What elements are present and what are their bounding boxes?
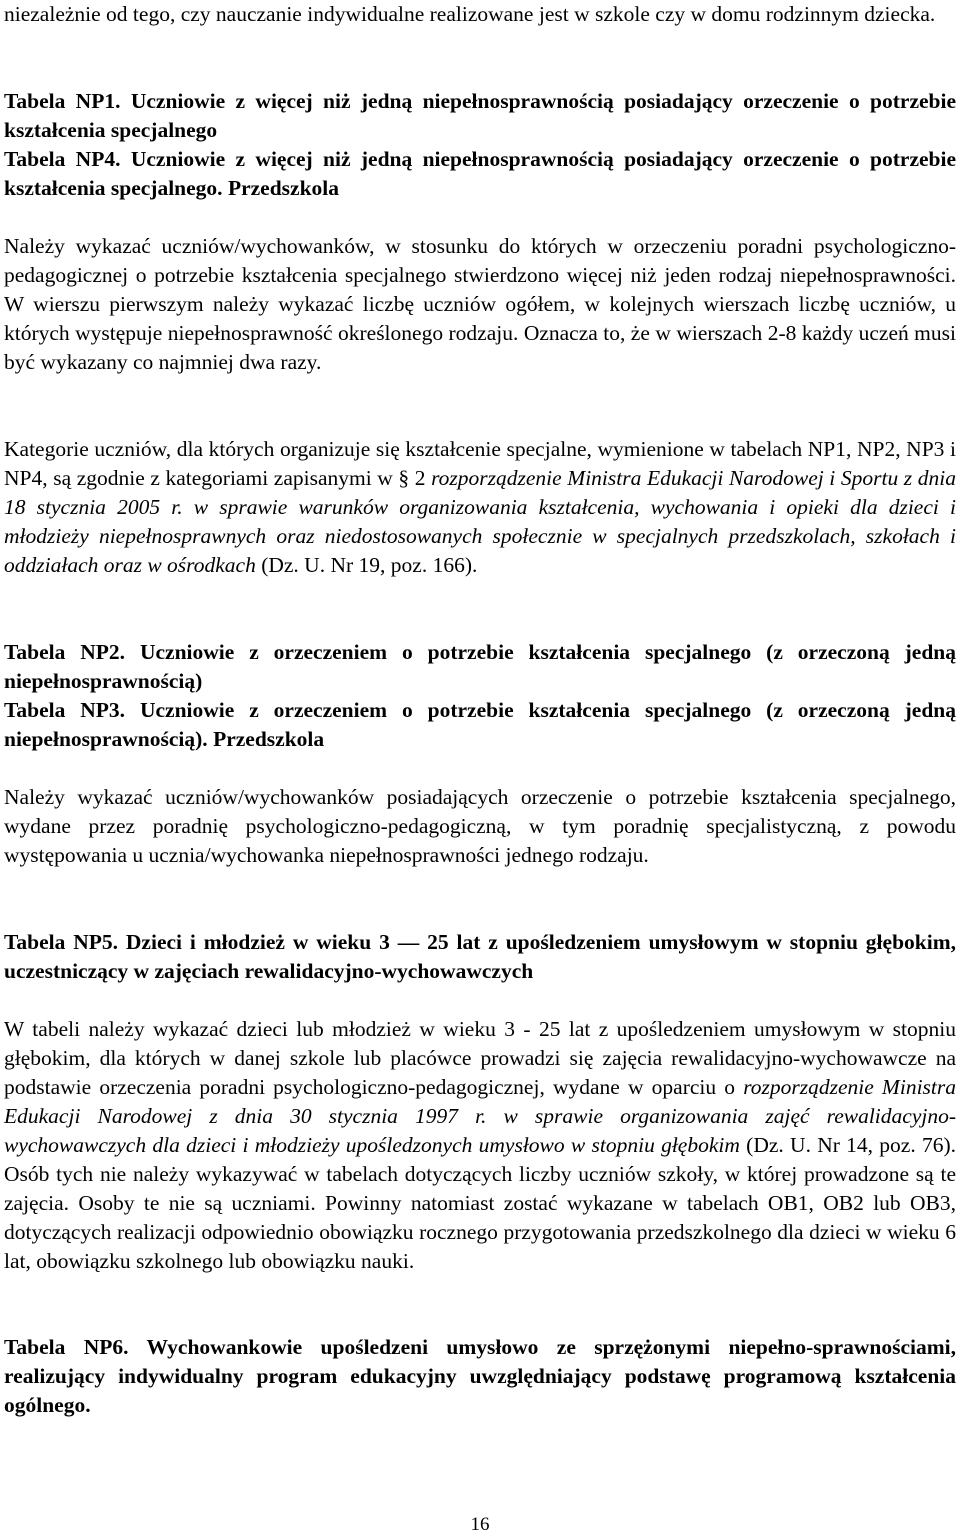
paragraph-np2-np3: Należy wykazać uczniów/wychowanków posiadających orzeczenie o potrzebie kształcenia specjalnego, wydane przez poradnię psychologiczno-pedagogiczną, w tym poradnię specjalistyczną, z powodu występowania u ucznia/wychowanka niepełnosprawności jednego rodzaju. (4, 785, 956, 867)
table-label: Tabela NP6. (4, 1335, 129, 1359)
table-label: Tabela NP1. (4, 89, 121, 113)
table-title: Uczniowie z orzeczeniem o potrzebie kształcenia specjalnego (z orzeczoną jedną niepełnosprawnością) (4, 640, 956, 693)
table-title: Uczniowie z więcej niż jedną niepełnosprawnością posiadający orzeczenie o potrzebie kształcenia specjalnego (4, 89, 957, 142)
heading-np2 (4, 638, 956, 696)
paragraph-np5: W tabeli należy wykazać dzieci lub młodzież w wieku 3 - 25 lat z upośledzeniem umysłowym w stopniu głębokim, dla których w danej szkole lub placówce prowadzi się zajęcia rewalidacyjno-wychowawcze na podstawie orzeczenia poradni psychologiczno-pedagogicznej, wydane w oparciu o rozporządzenie Ministra Edukacji Narodowej z dnia 30 stycznia 1997 r. w sprawie organizowania zajęć rewalidacyjno-wychowawczych dla dzieci i młodzieży upośledzonych umysłowo w stopniu głębokim (Dz. U. Nr 14, poz. 76). Osób tych nie należy wykazywać w tabelach dotyczących liczby uczniów szkoły, w której prowadzone są te zajęcia. Osoby te nie są uczniami. Powinny natomiast zostać wykazane w tabelach OB1, OB2 lub OB3, dotyczących realizacji odpowiednio obowiązku rocznego przygotowania przedszkolnego dla dzieci w wieku 6 lat, obowiązku szkolnego lub obowiązku nauki. (4, 1017, 956, 1273)
heading-np4 (4, 145, 956, 203)
table-suffix: Przedszkola (213, 727, 325, 751)
table-label: Tabela NP3. (4, 698, 126, 722)
table-title: Wychowankowie upośledzeni umysłowo ze sprzężonymi niepełno-sprawnościami, realizujący indywidualny program edukacyjny uwzględniający podstawę programową kształcenia ogólnego. (4, 1335, 956, 1417)
heading-np1 (4, 87, 956, 145)
table-label: Tabela NP5. (4, 930, 119, 954)
paragraph-np1-np4: Należy wykazać uczniów/wychowanków, w stosunku do których w orzeczeniu poradni psychologiczno-pedagogicznej o potrzebie kształcenia specjalnego stwierdzono więcej niż jeden rodzaj niepełnosprawności. W wierszu pierwszym należy wykazać liczbę uczniów ogółem, w kolejnych wierszach liczbę uczniów, u których występuje niepełnosprawność określonego rodzaju. Oznacza to, że w wierszach 2-8 każdy uczeń musi być wykazany co najmniej dwa razy. (4, 234, 956, 374)
table-suffix: Przedszkola (227, 176, 339, 200)
page-number: 16 (470, 1514, 490, 1535)
paragraph-kategorie: Kategorie uczniów, dla których organizuje się kształcenie specjalne, wymienione w tabelach NP1, NP2, NP3 i NP4, są zgodnie z kategoriami zapisanymi w § 2 rozporządzenie Ministra Edukacji Narodowej i Sportu z dnia 18 stycznia 2005 r. w sprawie warunków organizowania kształcenia, wychowania i opieki dla dzieci i młodzieży niepełnosprawnych oraz niedostosowanych społecznie w specjalnych przedszkolach, szkołach i oddziałach oraz w ośrodkach (Dz. U. Nr 19, poz. 166). (4, 437, 956, 577)
table-title: Uczniowie z orzeczeniem o potrzebie kształcenia specjalnego (z orzeczoną jedną niepełnosprawnością). (4, 698, 956, 751)
table-title: Dzieci i młodzież w wieku 3 — 25 lat z upośledzeniem umysłowym w stopniu głębokim, uczestniczący w zajęciach rewalidacyjno-wychowawczych (4, 930, 956, 983)
heading-np5 (4, 928, 956, 986)
table-label: Tabela NP2. (4, 640, 126, 664)
table-label: Tabela NP4. (4, 147, 121, 171)
table-title: Uczniowie z więcej niż jedną niepełnosprawnością posiadający orzeczenie o potrzebie kształcenia specjalnego. (4, 147, 957, 200)
intro-paragraph: niezależnie od tego, czy nauczanie indywidualne realizowane jest w szkole czy w domu rodzinnym dziecka. (4, 2, 936, 26)
heading-np6 (4, 1333, 956, 1420)
heading-np3 (4, 696, 956, 754)
